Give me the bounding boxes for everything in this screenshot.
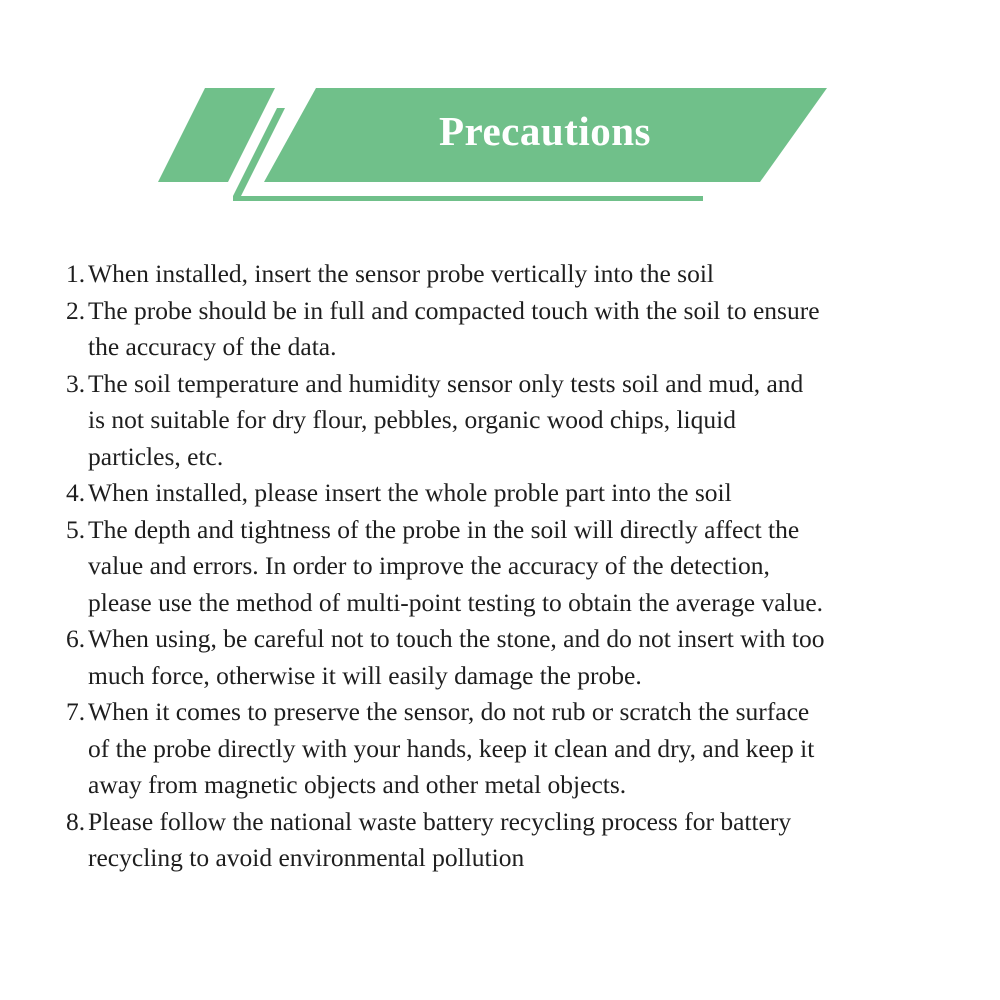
item-text: When installed, please insert the whole proble part into the soil — [88, 478, 732, 507]
item-number: 5. — [66, 514, 86, 544]
list-item — [66, 256, 976, 293]
item-number: 4. — [66, 478, 86, 507]
item-text: The depth and tightness of the probe in the soil will directly affect the value and errors. In order to improve the accuracy of the detection, please use the method of multi-point testing to obtain the average value. — [88, 514, 824, 617]
list-item — [66, 512, 976, 622]
item-number: 2. — [66, 295, 86, 325]
page-title: Precautions — [438, 108, 651, 154]
item-number: 1. — [66, 259, 86, 288]
title-banner — [0, 0, 1000, 220]
item-number: 7. — [66, 697, 86, 726]
item-text: When installed, insert the sensor probe vertically into the soil — [88, 259, 715, 288]
banner-underline — [233, 196, 703, 201]
item-text: When using, be careful not to touch the stone, and do not insert with too much force, otherwise it will easily damage the probe. — [88, 624, 825, 690]
item-text: The probe should be in full and compacted touch with the soil to ensure the accuracy of the data. — [88, 295, 820, 361]
item-number: 3. — [66, 368, 86, 398]
precautions-list — [66, 256, 976, 877]
list-item — [66, 694, 976, 804]
list-item — [66, 621, 976, 694]
list-item — [66, 804, 976, 877]
item-text: When it comes to preserve the sensor, do not rub or scratch the surface of the probe directly with your hands, keep it clean and dry, and keep it away from magnetic objects and other metal objects. — [88, 697, 815, 799]
item-number: 6. — [66, 624, 86, 653]
item-text: The soil temperature and humidity sensor only tests soil and mud, and is not suitable for dry flour, pebbles, organic wood chips, liquid particles, etc. — [88, 368, 804, 471]
item-number: 8. — [66, 806, 86, 836]
list-item — [66, 366, 976, 476]
banner-small-parallelogram — [158, 88, 275, 182]
item-text: Please follow the national waste battery recycling process for battery recycling to avoid environmental pollution — [88, 806, 792, 872]
list-item — [66, 475, 976, 512]
list-item — [66, 293, 976, 366]
